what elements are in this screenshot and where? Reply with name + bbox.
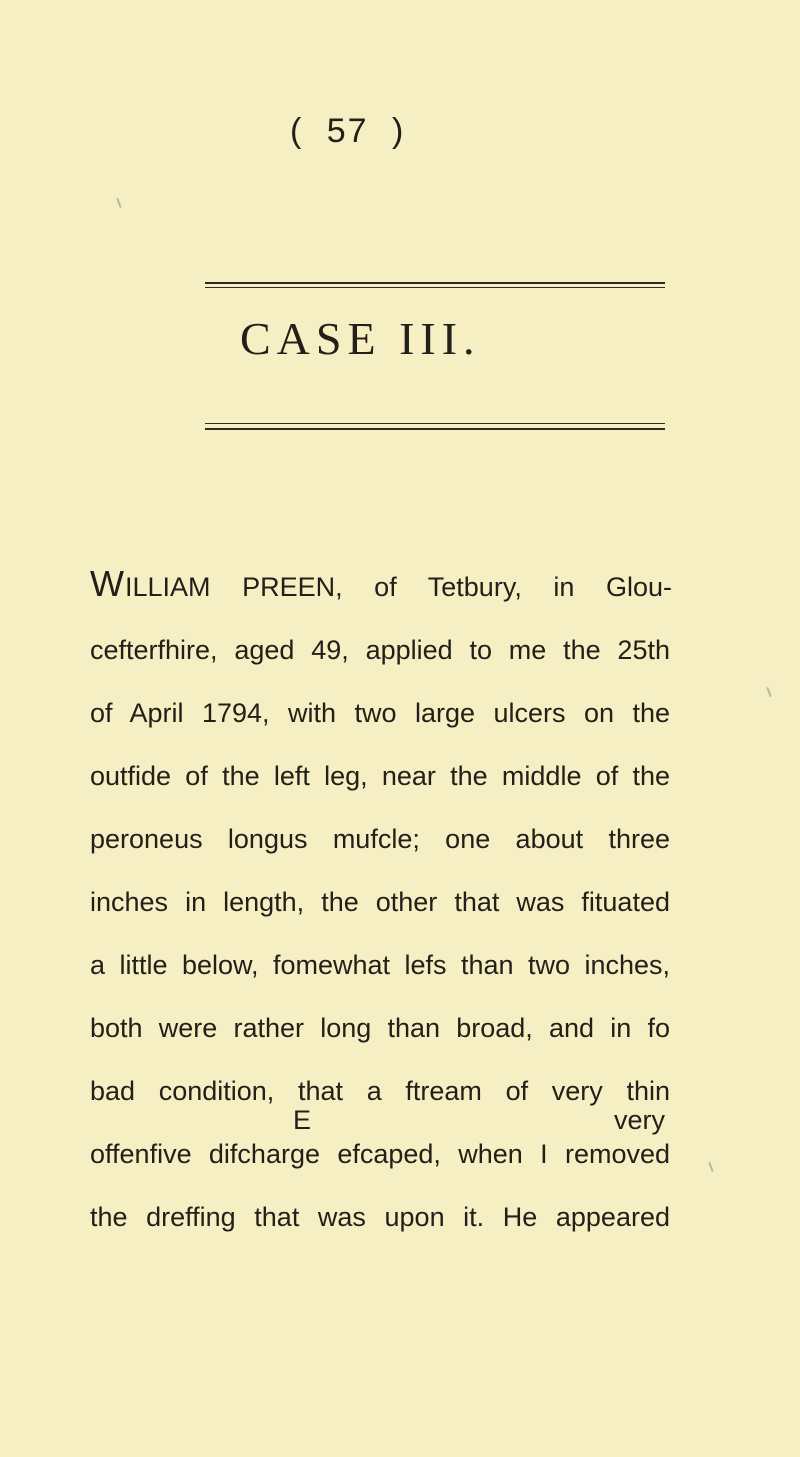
catchword: very (614, 1105, 666, 1135)
body-line: outfide of the left leg, near the middle of the (90, 761, 670, 791)
body-line: a little below, fomewhat lefs than two inches, (90, 950, 670, 980)
body-line: the dreffing that was upon it. He appeared (90, 1202, 670, 1232)
signature-mark: E (293, 1105, 312, 1135)
paper-speck (116, 198, 121, 208)
body-line: peroneus longus mufcle; one about three (90, 824, 670, 854)
case-heading: CASE III. (240, 313, 481, 364)
paper-speck (766, 687, 771, 697)
body-line: both were rather long than broad, and in fo (90, 1013, 670, 1043)
first-line-remainder: ILLIAM PREEN, of Tetbury, in Glou- (124, 572, 672, 602)
body-line (90, 552, 672, 619)
body-line: offenfive difcharge efcaped, when I removed (90, 1139, 670, 1169)
body-line: cefterfhire, aged 49, applied to me the 25th (90, 635, 670, 665)
body-line: of April 1794, with two large ulcers on the (90, 698, 670, 728)
top-rule-upper (205, 282, 665, 284)
bottom-rule-upper (205, 423, 665, 424)
body-line: bad condition, that a ftream of very thin (90, 1076, 670, 1106)
body-line: inches in length, the other that was fituated (90, 887, 670, 917)
paper-speck (708, 1162, 713, 1172)
top-rule-lower (205, 287, 665, 288)
page-number: ( 57 ) (290, 112, 406, 150)
drop-capital: W (90, 563, 125, 604)
bottom-rule-lower (205, 428, 665, 430)
case-body-text (90, 552, 670, 1249)
